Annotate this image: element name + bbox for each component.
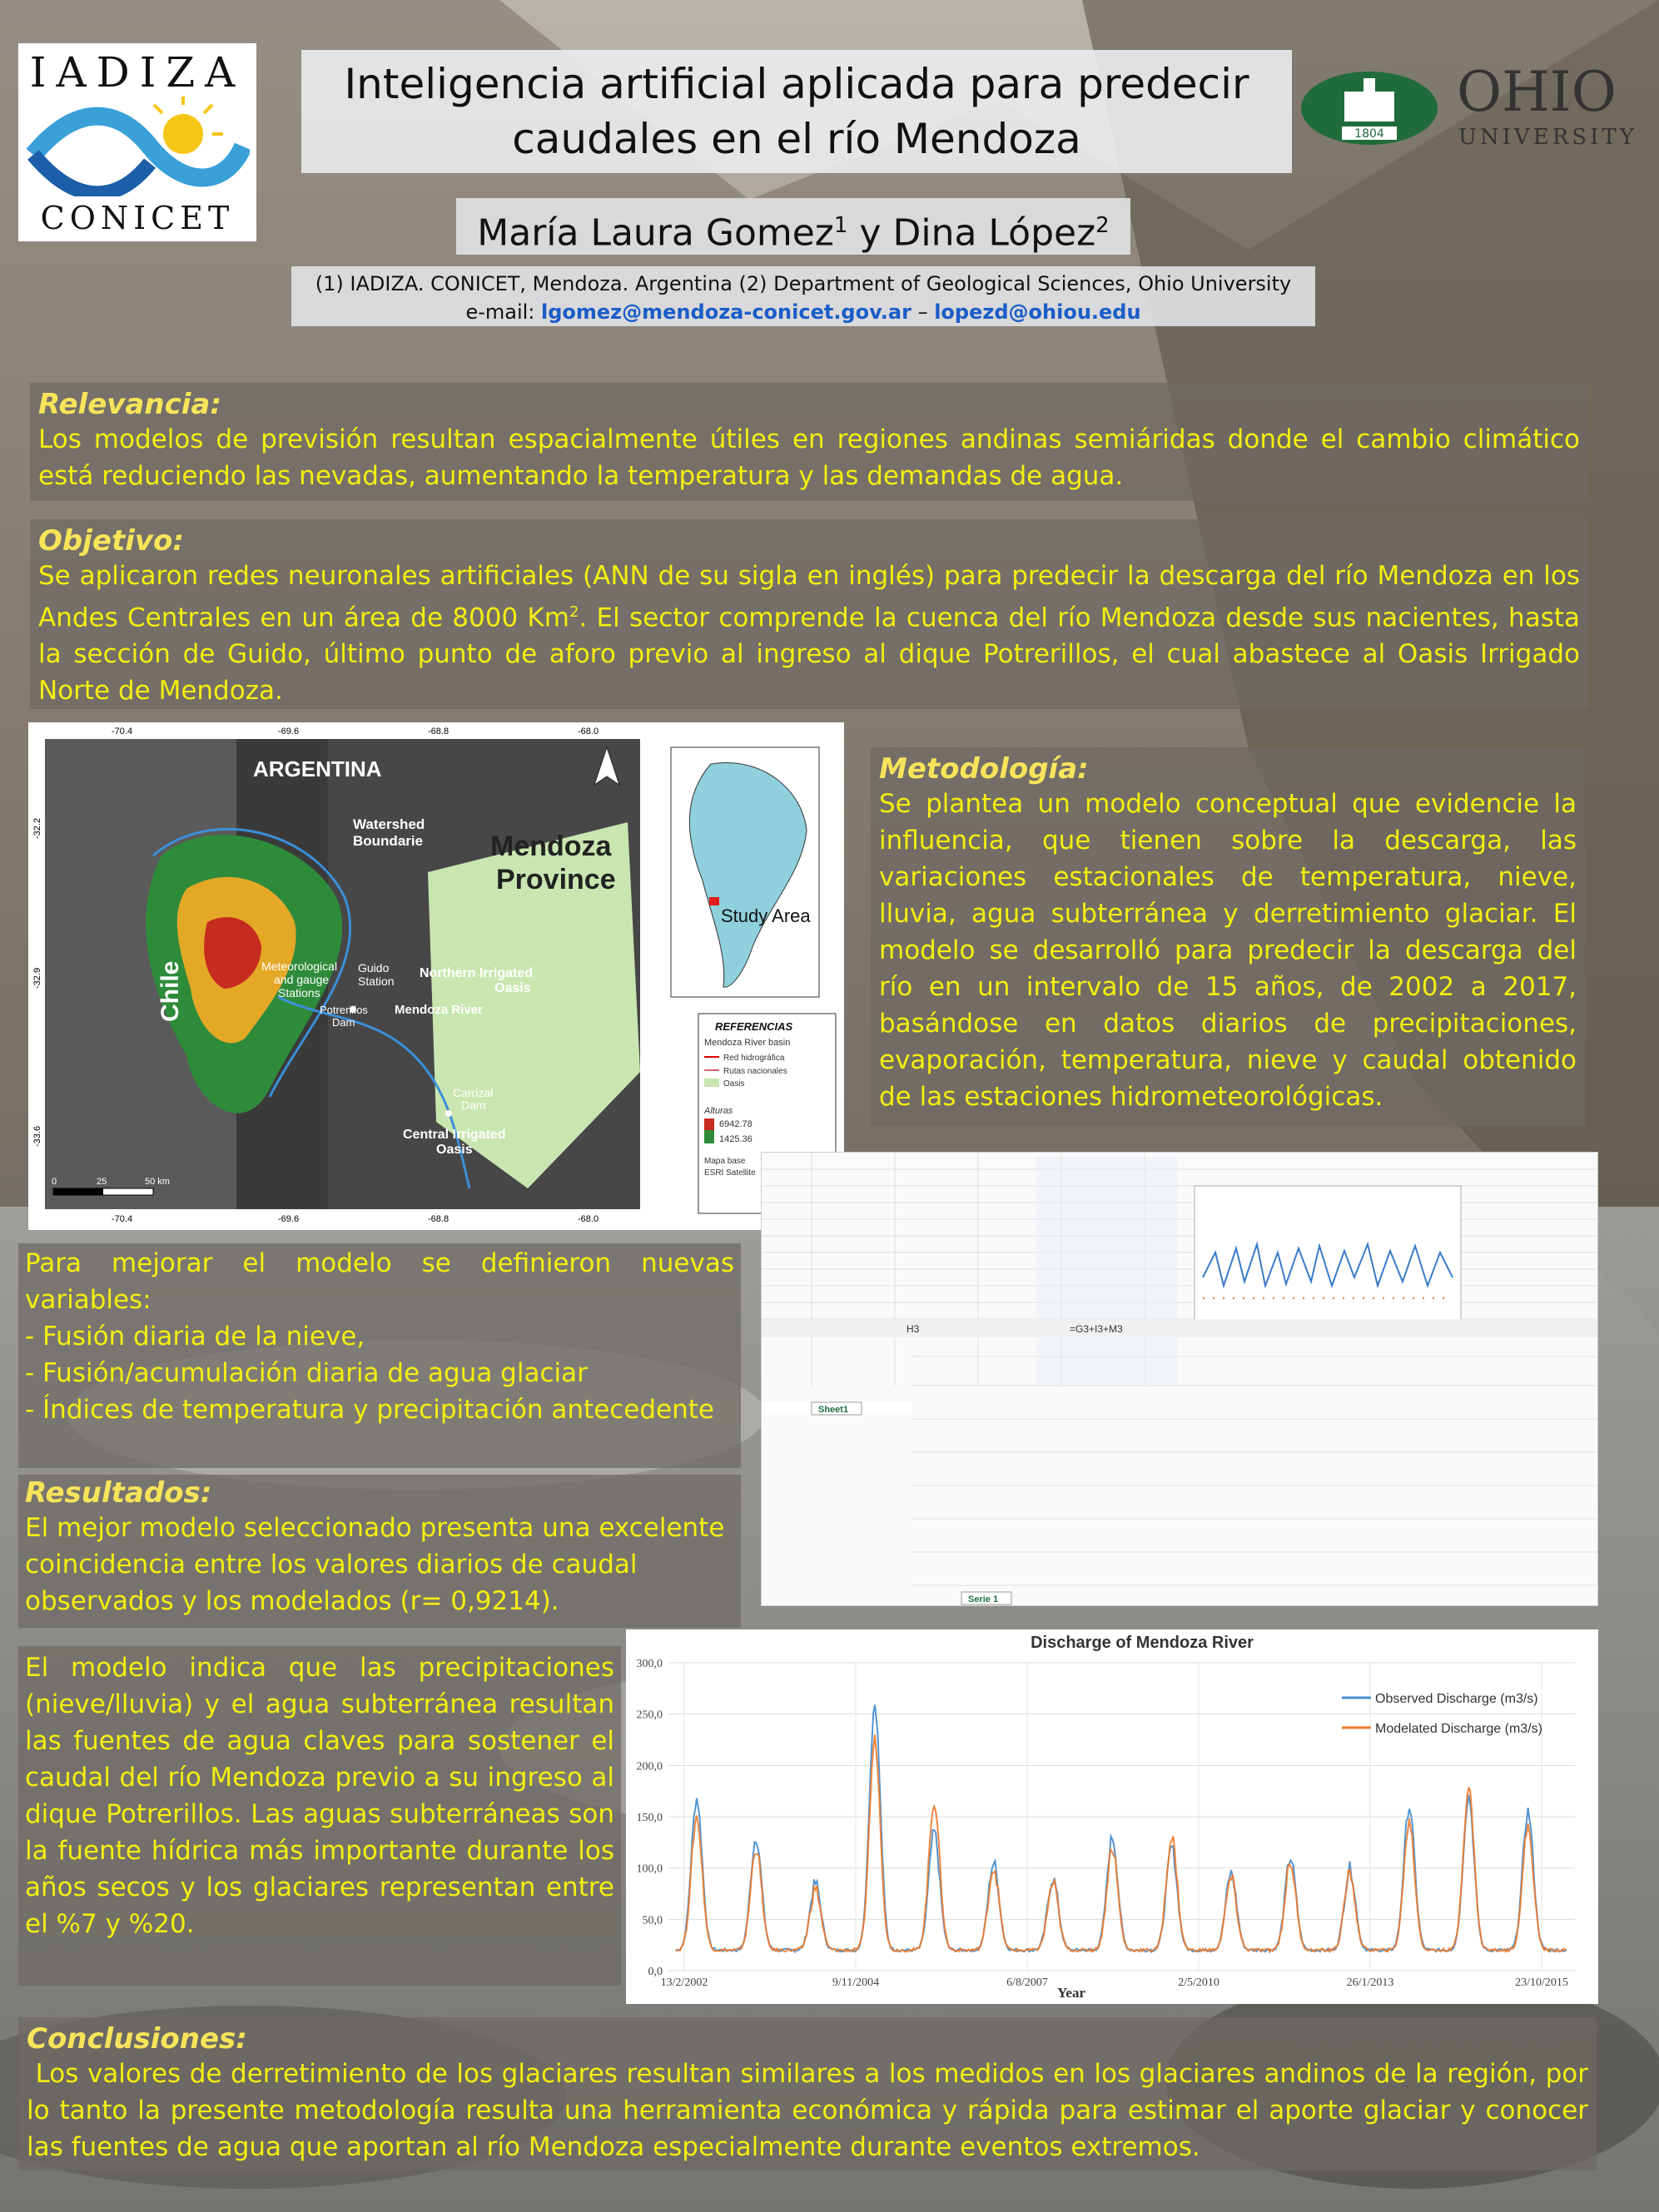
y-tick-label: 200,0 [636, 1760, 663, 1773]
formula-text[interactable]: =G3+I3+M3 [1070, 1323, 1123, 1335]
cell-ref[interactable]: H3 [906, 1323, 920, 1335]
metodologia-text: Se plantea un modelo conceptual que evidencie la influencia, que tienen sobre la descarga, las variaciones estacionales de temperatura, nieve, lluvia, agua subterránea y derretimiento glaciar. El modelo se desarrolló para predecir la descarga del río en un intervalo de 15 años, de 2002 a 2017, basándose en datos diarios de precipitaciones, evaporación, temperatura, nieve y caudal obtenido de las estaciones hidrometeorológicas. [879, 789, 1577, 1112]
lon-tick-8: -68.0 [578, 1214, 599, 1224]
mejora-intro: Para mejorar el modelo se definieron nuevas variables: [25, 1248, 734, 1315]
conicet-wordmark: CONICET [40, 200, 235, 236]
poster-title [301, 50, 1292, 173]
y-tick-label: 300,0 [636, 1658, 663, 1670]
map-central-oasis-1: Central Irrigated [403, 1128, 506, 1142]
objetivo-heading: Objetivo: [38, 524, 184, 558]
seal-year: 1804 [1354, 127, 1384, 141]
title-line-2: caudales en el río Mendoza [512, 115, 1081, 163]
lon-tick-4: -68.0 [578, 727, 599, 737]
relevancia-text: Los modelos de previsión resultan espacialmente útiles en regiones andinas semiáridas donde el cambio climático está reduciendo las nevadas, aumentando la temperatura y las demandas de agua. [38, 424, 1580, 491]
discharge-chart-svg [626, 1629, 1598, 2004]
map-country-label: ARGENTINA [253, 756, 382, 781]
legend-alt-min: 1425.36 [719, 1134, 753, 1144]
lon-tick-5: -70.4 [112, 1214, 133, 1224]
map-stations-1: Meteorological [261, 960, 338, 973]
map-potrerillos-1: Potrerillos [320, 1004, 368, 1016]
conclusiones-heading: Conclusiones: [27, 2022, 247, 2056]
email-link-2[interactable]: lopezd@ohiou.edu [934, 300, 1141, 324]
mejora-list [25, 1318, 734, 1428]
author-joiner: y [847, 211, 893, 255]
map-carrizal-1: Carrizal [453, 1086, 494, 1099]
map-watershed-2: Boundarie [353, 833, 424, 849]
objetivo-text-b: . El sector comprende la cuenca del río Mendoza desde sus nacientes, hasta la sección de Guido, último punto de aforo previo al ingreso al dique Potrerillos, el cual abastece al Oasis Irrigado Norte de Mendoza. [38, 603, 1580, 707]
objetivo-sup: 2 [569, 603, 579, 621]
map-stations-3: Stations [278, 986, 320, 999]
mejora-item: - Fusión diaria de la nieve, [25, 1322, 365, 1352]
map-north-oasis-2: Oasis [494, 981, 531, 995]
x-tick-label: 9/11/2004 [832, 1976, 880, 1989]
x-tick-label: 23/10/2015 [1515, 1976, 1568, 1989]
lon-tick-2: -69.6 [278, 727, 300, 737]
legend-red: Red hidrográfica [723, 1054, 785, 1063]
modelo-text: El modelo indica que las precipitaciones (nieve/lluvia) y el agua subterránea resultan las fuentes de agua claves para sostener el caudal del río Mendoza previo a su ingreso al dique Potrerillos. Las aguas subterráneas son la fuente hídrica más importante durante los años secos y los glaciares representan entre el %7 y %20. [25, 1653, 614, 1939]
map-guido-2: Station [358, 975, 395, 988]
affiliation-line: (1) IADIZA. CONICET, Mendoza. Argentina (2) Department of Geological Sciences, Ohio University [315, 272, 1292, 295]
ohio-wordmark: OHIO [1457, 60, 1617, 124]
x-tick-label: 26/1/2013 [1346, 1976, 1394, 1989]
lon-tick-6: -69.6 [278, 1214, 300, 1224]
spreadsheet-screenshot [761, 1152, 1598, 1606]
objetivo-text-a: Se aplicaron redes neuronales artificiales (ANN de su sigla en inglés) para predecir la descarga del río Mendoza en los Andes Centrales en un área de 8000 Km [38, 561, 1580, 633]
email-line [291, 298, 1315, 326]
study-area-map [28, 722, 844, 1230]
author-2-sup: 2 [1095, 213, 1110, 238]
legend-oasis: Oasis [723, 1079, 745, 1089]
map-potrerillos-2: Dam [332, 1016, 355, 1029]
title-line-1: Inteligencia artificial aplicada para predecir [344, 60, 1249, 108]
resultados-text: El mejor modelo seleccionado presenta una excelente coincidencia entre los valores diarios de caudal observados y los modelados (r= 0,9214). [25, 1513, 725, 1616]
email-label: e-mail: [465, 300, 541, 324]
chart-xlabel: Year [1057, 1985, 1085, 2001]
legend-alt-max: 6942.78 [719, 1119, 753, 1129]
lon-tick-3: -68.8 [428, 727, 450, 737]
map-watershed-1: Watershed [353, 816, 425, 832]
author-2: Dina López [892, 211, 1096, 255]
y-tick-label: 150,0 [636, 1812, 663, 1824]
map-central-oasis-2: Oasis [436, 1143, 473, 1157]
resultados-panel [18, 1475, 741, 1628]
relevancia-heading: Relevancia: [38, 388, 221, 421]
scale-0: 0 [52, 1177, 57, 1187]
author-1-sup: 1 [833, 213, 848, 238]
metodologia-panel [871, 747, 1585, 1127]
iadiza-conicet-logo [18, 43, 256, 241]
legend-basin: Mendoza River basin [704, 1038, 791, 1048]
conclusiones-panel [18, 2017, 1597, 2170]
y-tick-label: 100,0 [636, 1862, 663, 1876]
wave-sun-icon [25, 97, 250, 196]
x-tick-label: 2/5/2010 [1178, 1976, 1219, 1989]
sheet-tab-2[interactable]: Serie 1 [968, 1595, 999, 1604]
spreadsheet-graphic [762, 1153, 1597, 1605]
metodologia-heading: Metodología: [879, 752, 1089, 786]
map-province-label-2: Province [496, 864, 616, 895]
lat-tick-1: -32.2 [32, 817, 42, 839]
map-chile-label: Chile [156, 960, 184, 1022]
lon-tick-7: -68.8 [428, 1214, 450, 1224]
map-stations-2: and gauge [274, 973, 330, 986]
iadiza-wordmark: IADIZA [29, 48, 246, 97]
inset-study-area: Study Area [721, 905, 811, 926]
authors [456, 198, 1130, 255]
email-link-1[interactable]: lgomez@mendoza-conicet.gov.ar [541, 300, 911, 324]
lat-tick-3: -33.6 [32, 1125, 42, 1147]
author-1: María Laura Gomez [477, 211, 834, 255]
university-wordmark: UNIVERSITY [1458, 125, 1637, 150]
resultados-heading: Resultados: [25, 1476, 212, 1510]
ohio-university-logo [1299, 60, 1640, 158]
scale-25: 25 [97, 1177, 107, 1187]
y-tick-label: 0,0 [648, 1966, 663, 1978]
objetivo-text [38, 558, 1580, 709]
legend-alturas: Alturas [704, 1106, 733, 1116]
email-sep: – [911, 300, 935, 324]
map-north-oasis-1: Northern Irrigated [420, 966, 534, 980]
map-province-label-1: Mendoza [490, 831, 612, 862]
y-tick-label: 250,0 [636, 1709, 663, 1722]
objetivo-panel [30, 519, 1588, 709]
mejora-panel [18, 1243, 741, 1468]
modelo-panel [18, 1646, 621, 1986]
scale-50: 50 km [145, 1177, 170, 1187]
map-graphic [28, 722, 844, 1230]
chart-title: Discharge of Mendoza River [1031, 1634, 1254, 1652]
ohio-seal-icon [1299, 67, 1440, 150]
discharge-chart [626, 1629, 1598, 2004]
affiliation [291, 266, 1315, 326]
sheet-tab-1[interactable]: Sheet1 [818, 1405, 849, 1415]
mejora-item: - Índices de temperatura y precipitación antecedente [25, 1395, 715, 1425]
conclusiones-text: Los valores de derretimiento de los glaciares resultan similares a los medidos en los glaciares andinos de la región, por lo tanto la presente metodología resulta una herramienta económica y rápida para estimar el aporte glaciar y conocer las fuentes de agua que aportan al río Mendoza especialmente durante eventos extremos. [27, 2059, 1597, 2162]
map-carrizal-2: Dam [461, 1099, 486, 1112]
legend-observed: Observed Discharge (m3/s) [1375, 1692, 1538, 1706]
relevancia-panel [30, 383, 1588, 501]
legend-base-2: ESRI Satellite [704, 1168, 756, 1178]
legend-rutas: Rutas nacionales [723, 1067, 787, 1076]
lat-tick-2: -32.9 [32, 967, 42, 989]
mejora-item: - Fusión/acumulación diaria de agua glaciar [25, 1358, 588, 1388]
legend-title: REFERENCIAS [715, 1020, 793, 1033]
map-river-label: Mendoza River [395, 1003, 483, 1017]
lon-tick-1: -70.4 [112, 727, 133, 737]
x-tick-label: 6/8/2007 [1006, 1976, 1048, 1989]
map-guido-1: Guido [358, 961, 390, 975]
x-tick-label: 13/2/2002 [660, 1976, 708, 1989]
legend-base-1: Mapa base [704, 1157, 746, 1166]
y-tick-label: 50,0 [642, 1914, 663, 1927]
legend-modelated: Modelated Discharge (m3/s) [1375, 1722, 1542, 1736]
